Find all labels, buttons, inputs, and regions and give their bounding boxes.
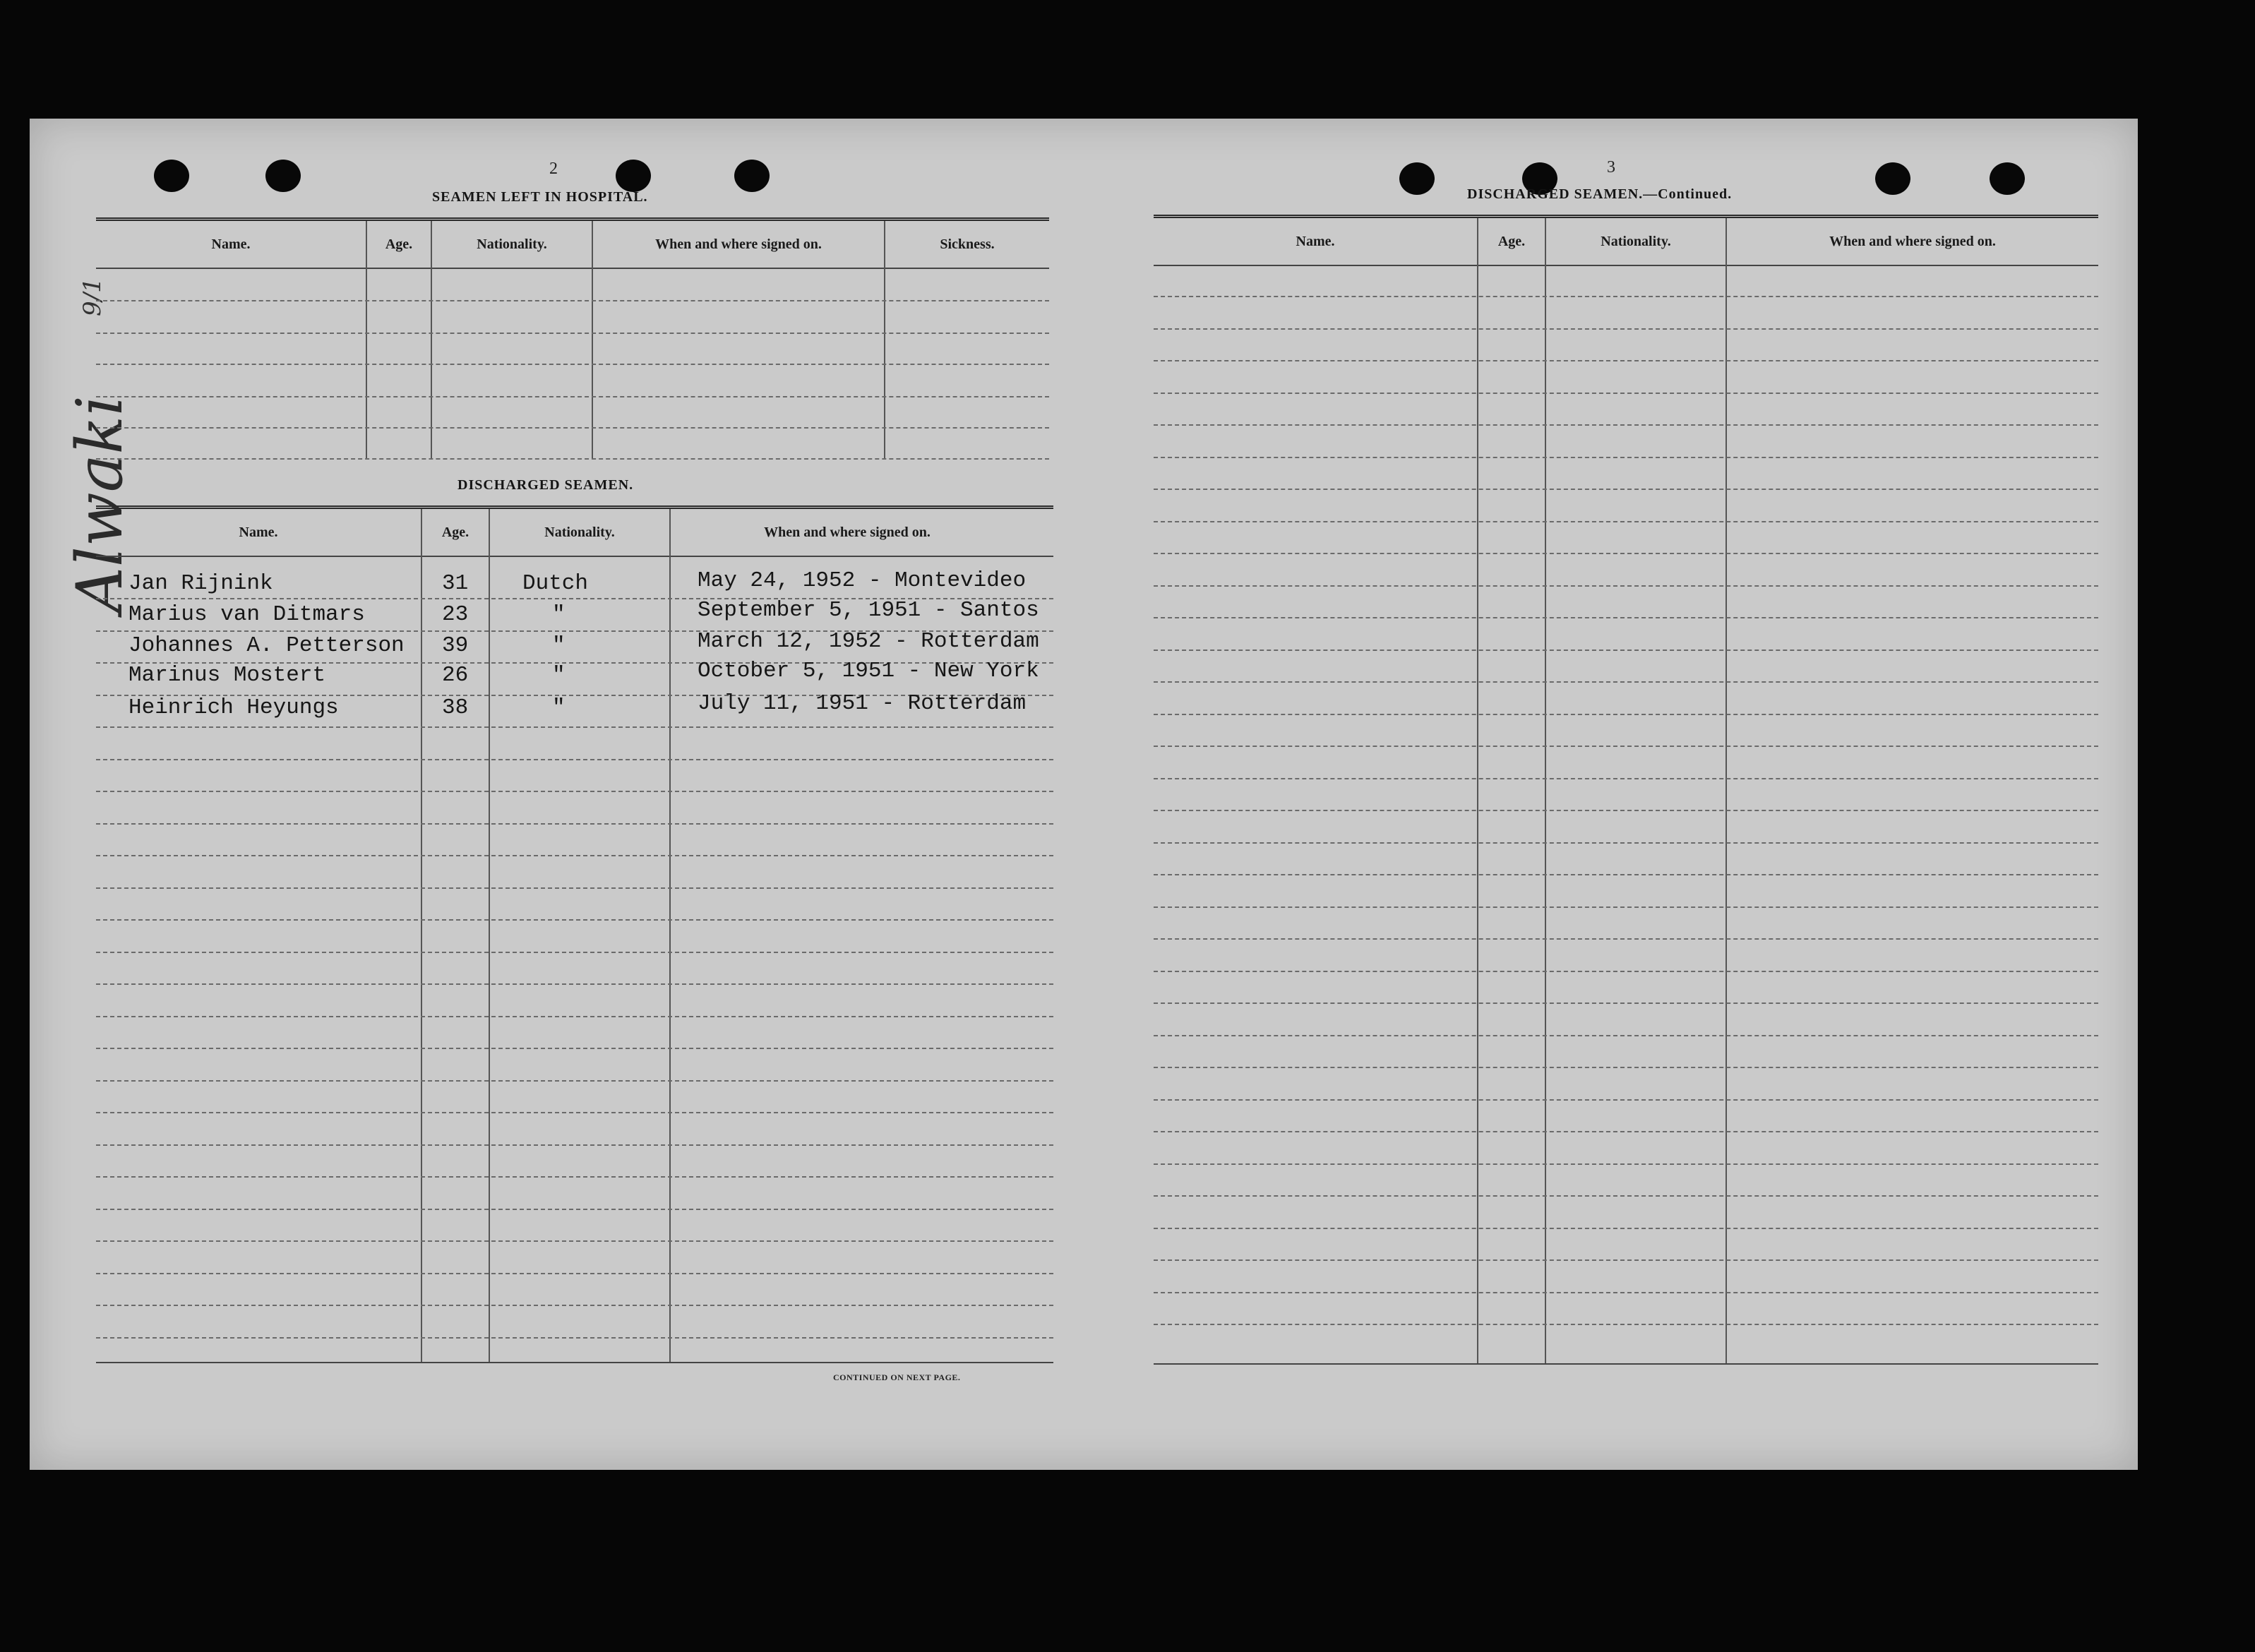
column-header-sickness: Sickness.	[940, 237, 995, 252]
column-divider	[489, 509, 490, 1362]
row-line	[96, 1016, 1053, 1017]
row-line	[1154, 393, 2098, 394]
punch-hole	[154, 160, 189, 192]
seaman-name: Johannes A. Petterson	[128, 633, 405, 658]
row-line	[1154, 360, 2098, 361]
row-line	[1154, 874, 2098, 875]
column-divider	[1545, 218, 1546, 1363]
column-header-nationality: Nationality.	[477, 237, 547, 252]
punch-hole	[1875, 162, 1910, 195]
row-line	[96, 726, 1053, 728]
hospital-table-header	[96, 221, 1049, 269]
row-line	[1154, 424, 2098, 426]
column-divider	[1725, 218, 1727, 1363]
seaman-nationality: "	[552, 663, 566, 688]
punch-hole	[1399, 162, 1435, 195]
row-line	[1154, 457, 2098, 458]
row-line	[96, 300, 1049, 301]
row-line	[96, 791, 1053, 792]
seaman-nationality: "	[552, 633, 566, 658]
seaman-nationality: Dutch	[522, 571, 589, 596]
row-line	[96, 1209, 1053, 1210]
seaman-nationality: "	[552, 602, 566, 627]
row-line	[1154, 746, 2098, 747]
discharged-continued-table	[1154, 215, 2098, 1369]
margin-mark-text: 9/1	[78, 277, 107, 316]
column-header-signed-on: When and where signed on.	[655, 237, 822, 252]
row-line	[1154, 328, 2098, 330]
seaman-age: 31	[442, 571, 469, 596]
hospital-section-title: SEAMEN LEFT IN HOSPITAL.	[432, 189, 648, 205]
column-header-name: Name.	[211, 237, 251, 252]
row-line	[96, 364, 1049, 365]
row-line	[1154, 681, 2098, 683]
row-line	[96, 887, 1053, 889]
seaman-age: 23	[442, 602, 469, 627]
row-line	[1154, 810, 2098, 811]
document-sheet	[30, 119, 2138, 1470]
discharged-table	[96, 505, 1053, 1367]
row-line	[1154, 842, 2098, 844]
column-header-age: Age.	[1497, 234, 1526, 249]
seaman-signed-on: September 5, 1951 - Santos	[698, 598, 1039, 623]
column-divider	[592, 221, 593, 460]
punch-hole	[616, 160, 651, 192]
seaman-age: 38	[442, 695, 469, 720]
column-divider	[421, 509, 422, 1362]
row-line	[1154, 1099, 2098, 1101]
seaman-name: Heinrich Heyungs	[128, 695, 339, 720]
discharged-continued-title: DISCHARGED SEAMEN.—Continued.	[1467, 186, 1733, 202]
row-line	[1154, 1259, 2098, 1261]
margin-handwriting-text: Alwaki	[63, 395, 137, 613]
seaman-signed-on: October 5, 1951 - New York	[698, 659, 1039, 683]
column-header-nationality: Nationality.	[544, 525, 615, 540]
row-line	[96, 1048, 1053, 1049]
seaman-name: Jan Rijnink	[128, 571, 273, 596]
row-line	[96, 1273, 1053, 1274]
seaman-nationality: "	[552, 695, 566, 720]
row-line	[1154, 553, 2098, 554]
discharged-continued-header	[1154, 218, 2098, 266]
column-header-name: Name.	[1296, 234, 1335, 249]
column-divider	[669, 509, 671, 1362]
column-header-signed-on: When and where signed on.	[764, 525, 931, 540]
row-line	[96, 823, 1053, 825]
row-line	[1154, 1163, 2098, 1165]
seaman-signed-on: July 11, 1951 - Rotterdam	[698, 691, 1027, 716]
row-line	[1154, 714, 2098, 715]
row-line	[1154, 489, 2098, 490]
row-line	[96, 983, 1053, 985]
row-line	[96, 458, 1049, 460]
column-divider	[884, 221, 885, 460]
seaman-signed-on: March 12, 1952 - Rotterdam	[698, 629, 1039, 654]
column-header-name: Name.	[239, 525, 278, 540]
discharged-table-header	[96, 509, 1053, 557]
row-line	[1154, 1324, 2098, 1325]
row-line	[1154, 1002, 2098, 1004]
column-divider	[366, 221, 367, 460]
row-line	[1154, 778, 2098, 779]
row-line	[96, 1305, 1053, 1306]
seaman-signed-on: May 24, 1952 - Montevideo	[698, 568, 1027, 593]
row-line	[96, 855, 1053, 856]
row-line	[1154, 938, 2098, 940]
punch-hole	[734, 160, 770, 192]
row-line	[1154, 650, 2098, 651]
row-line	[96, 952, 1053, 953]
row-line	[1154, 906, 2098, 908]
continued-note: CONTINUED ON NEXT PAGE.	[833, 1372, 961, 1382]
row-line	[1154, 1035, 2098, 1036]
row-line	[1154, 971, 2098, 972]
punch-hole	[1990, 162, 2025, 195]
row-line	[1154, 617, 2098, 618]
row-line	[1154, 521, 2098, 522]
discharged-section-title: DISCHARGED SEAMEN.	[457, 477, 634, 493]
row-line	[96, 333, 1049, 334]
row-line	[1154, 1067, 2098, 1068]
column-header-age: Age.	[441, 525, 469, 540]
row-line	[1154, 1195, 2098, 1197]
hospital-table	[96, 217, 1049, 468]
row-line	[1154, 585, 2098, 587]
column-header-nationality: Nationality.	[1601, 234, 1671, 249]
row-line	[96, 759, 1053, 760]
column-divider	[1477, 218, 1478, 1363]
column-divider	[431, 221, 432, 460]
row-line	[96, 919, 1053, 921]
seaman-age: 26	[442, 663, 469, 688]
row-line	[96, 1176, 1053, 1178]
row-line	[96, 1080, 1053, 1082]
seaman-name: Marinus Mostert	[128, 663, 326, 688]
row-line	[1154, 1292, 2098, 1293]
column-header-age: Age.	[385, 237, 413, 252]
row-line	[1154, 1131, 2098, 1132]
row-line	[96, 427, 1049, 429]
row-line	[96, 1144, 1053, 1146]
table-bottom-line	[1154, 1363, 2098, 1365]
seaman-age: 39	[442, 633, 469, 658]
table-bottom-line	[96, 1362, 1053, 1363]
page-number-right: 3	[1607, 158, 1615, 176]
row-line	[96, 1112, 1053, 1113]
column-header-signed-on: When and where signed on.	[1829, 234, 1996, 249]
page-number-left: 2	[549, 160, 558, 178]
row-line	[96, 396, 1049, 397]
punch-hole	[265, 160, 301, 192]
row-line	[1154, 296, 2098, 297]
seaman-name: Marius van Ditmars	[128, 602, 365, 627]
row-line	[96, 1240, 1053, 1242]
row-line	[1154, 1228, 2098, 1229]
row-line	[96, 1337, 1053, 1339]
